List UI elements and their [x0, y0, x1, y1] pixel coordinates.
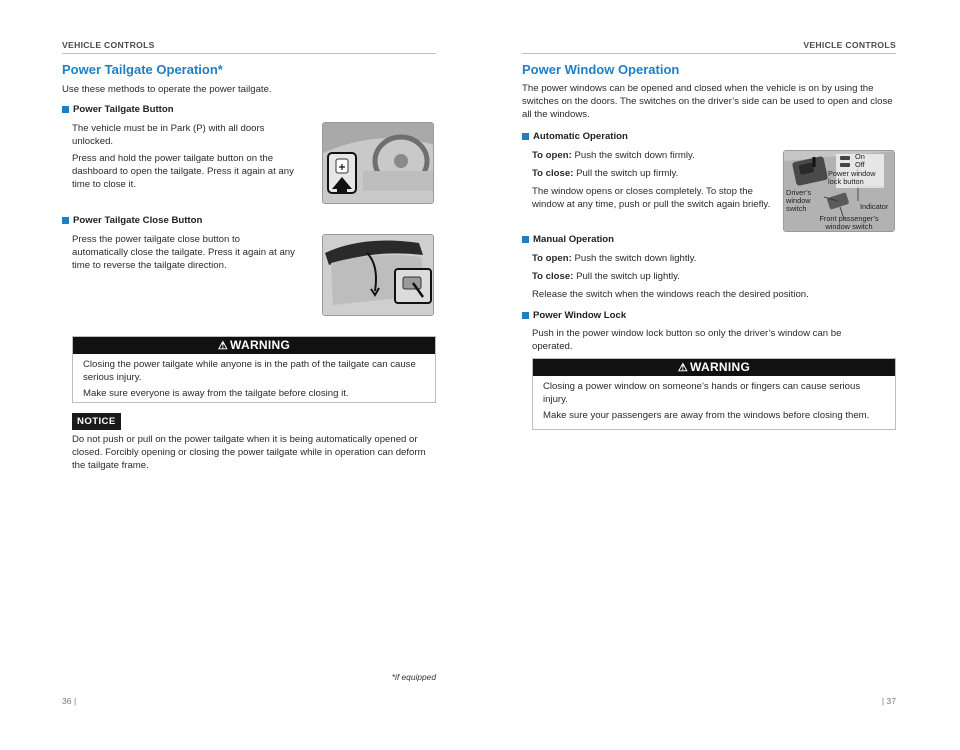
- open-text: Push the switch down lightly.: [571, 253, 697, 264]
- warning-header: [73, 337, 435, 354]
- manual-open-line: [532, 252, 892, 265]
- bullet-square-icon: [62, 106, 69, 113]
- subsection-label: Automatic Operation: [533, 131, 628, 142]
- warning-text-1: Closing the power tailgate while anyone is in the path of the tailgate can cause serious injury.: [83, 359, 416, 383]
- warning-triangle-icon: ⚠: [217, 340, 229, 352]
- window-switch-photo: [783, 150, 895, 232]
- subsection-label: Power Window Lock: [533, 310, 627, 321]
- close-text: Pull the switch up lightly.: [573, 271, 680, 282]
- page-title: Power Tailgate Operation*: [62, 62, 223, 77]
- warning-box: [72, 336, 436, 403]
- warning-triangle-icon: ⚠: [677, 362, 689, 374]
- notice-text: Do not push or pull on the power tailgate when it is being automatically opened or closed. Forcibly opening or closing the power tailgate while in operation can deform the tailgate frame.: [72, 434, 426, 471]
- subsection-heading-button: [62, 104, 174, 115]
- close-label: To close:: [532, 271, 574, 282]
- indicator-label: Indicator: [860, 202, 889, 211]
- close-text: Pull the switch up firmly.: [573, 168, 679, 179]
- running-head: VEHICLE CONTROLS: [803, 40, 896, 50]
- off-label: Off: [855, 160, 865, 169]
- subsection-heading-manual: [522, 234, 614, 245]
- subsection-label: Power Tailgate Button: [73, 104, 174, 115]
- manual-para: Release the switch when the windows reach the desired position.: [532, 289, 809, 300]
- header-divider: [522, 53, 896, 54]
- auto-para: The window opens or closes completely. To stop the window at any time, push or pull the switch again briefly.: [532, 186, 771, 210]
- running-head: VEHICLE CONTROLS: [62, 40, 155, 50]
- footnote: *if equipped: [391, 672, 436, 682]
- open-label: To open:: [532, 150, 572, 161]
- warning-text-2: Make sure everyone is away from the tailgate before closing it.: [83, 388, 349, 399]
- subsection-heading-automatic: [522, 131, 628, 142]
- drivers-switch-label: Driver’s window switch: [786, 188, 812, 213]
- open-label: To open:: [532, 253, 572, 264]
- subsection-label: Power Tailgate Close Button: [73, 215, 203, 226]
- bullet-square-icon: [522, 312, 529, 319]
- left-page: [62, 0, 436, 750]
- tailgate-close-photo: [322, 234, 434, 316]
- right-page: [522, 0, 896, 750]
- close-label: To close:: [532, 168, 574, 179]
- auto-open-line: [532, 149, 782, 162]
- bullet-square-icon: [522, 133, 529, 140]
- page-number: 36 |: [62, 696, 77, 706]
- subsection-label: Manual Operation: [533, 234, 615, 245]
- on-label: On: [855, 152, 865, 161]
- warning-box: [532, 358, 896, 430]
- dashboard-button-photo: [322, 122, 434, 204]
- close-para-1: Press the power tailgate close button to automatically close the tailgate. Press it again at any time to reverse the tailgate direction.: [72, 234, 295, 271]
- warning-label: WARNING: [690, 360, 751, 374]
- bullet-square-icon: [522, 236, 529, 243]
- subsection-heading-close: [62, 215, 202, 226]
- warning-label: WARNING: [230, 338, 291, 352]
- notice-badge: NOTICE: [72, 413, 121, 430]
- button-para-1: The vehicle must be in Park (P) with all doors unlocked.: [72, 123, 265, 147]
- page-title: Power Window Operation: [522, 62, 680, 77]
- warning-header: [533, 359, 895, 376]
- intro-text: Use these methods to operate the power tailgate.: [62, 84, 272, 95]
- tailgate-illustration-icon: [323, 235, 434, 316]
- lock-para: Push in the power window lock button so only the driver’s window can be operated.: [532, 328, 842, 352]
- auto-close-line: [532, 167, 782, 180]
- manual-close-line: [532, 270, 892, 283]
- subsection-heading-lock: [522, 310, 626, 321]
- header-divider: [62, 53, 436, 54]
- intro-text: The power windows can be opened and closed when the vehicle is on by using the switches on the doors. The switches on the driver’s side can be used to open and close all the windows.: [522, 83, 893, 120]
- warning-text-1: Closing a power window on someone’s hands or fingers can cause serious injury.: [543, 381, 861, 405]
- open-text: Push the switch down firmly.: [571, 150, 695, 161]
- page-number: | 37: [881, 696, 896, 706]
- button-para-2: Press and hold the power tailgate button on the dashboard to open the tailgate. Press it again at any time to close it.: [72, 153, 294, 190]
- bullet-square-icon: [62, 217, 69, 224]
- lock-button-label: Power window lock button: [828, 169, 876, 186]
- warning-text-2: Make sure your passengers are away from the windows before closing them.: [543, 410, 870, 421]
- dashboard-illustration-icon: [323, 123, 434, 204]
- front-passenger-label: Front passenger’s window switch: [819, 214, 879, 231]
